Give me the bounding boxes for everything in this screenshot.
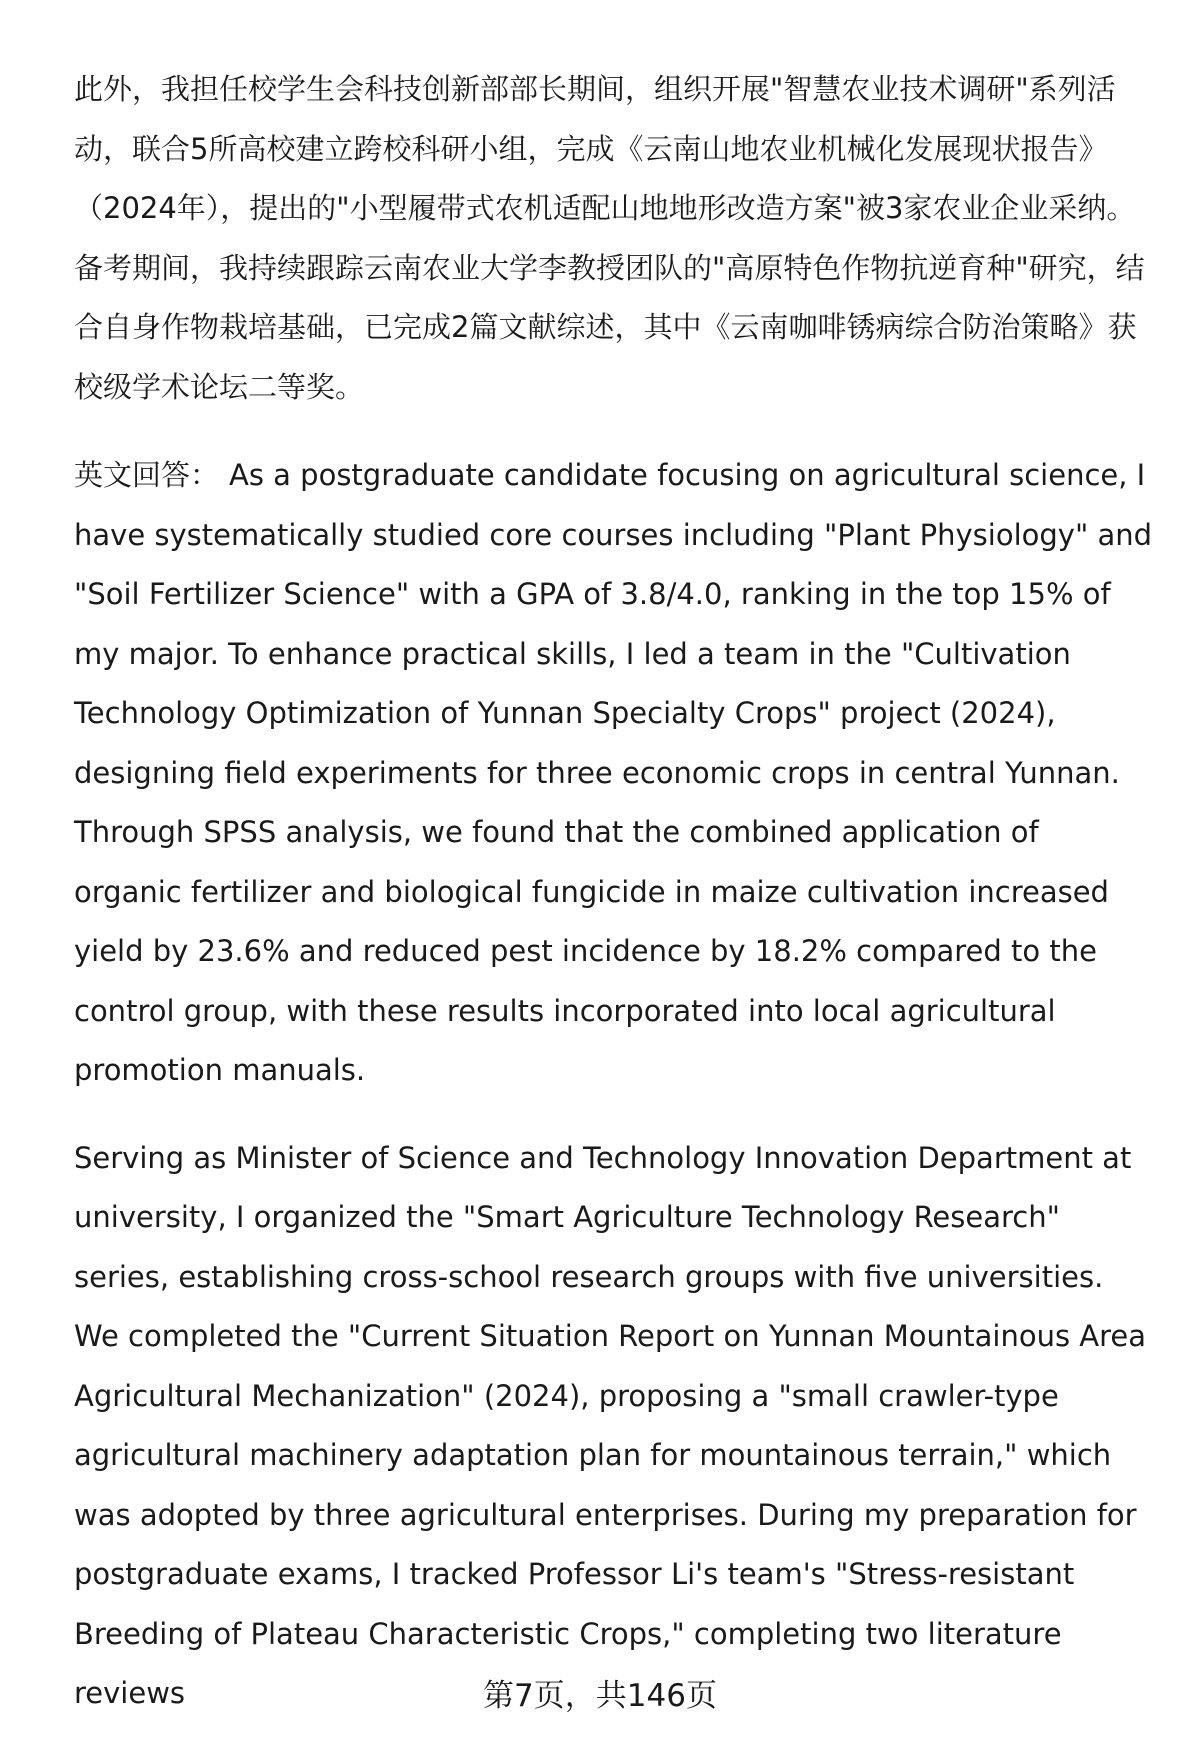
- paragraph-english-2: Serving as Minister of Science and Technology Innovation Department at university, I organized the "Smart Agriculture Technology Research" series, establishing cross-school research groups with five universities. We completed the "Current Situation Report on Yunnan Mountainous Area Agricultural Mechanization" (2024), proposing a "small crawler-type agricultural machinery adaptation plan for mountainous terrain," which was adopted by three agricultural enterprises. During my preparation for postgraduate exams, I tracked Professor Li's team's "Stress-resistant Breeding of Plateau Characteristic Crops," completing two literature reviews: [74, 1140, 1147, 1710]
- paragraph-chinese: 此外，我担任校学生会科技创新部部长期间，组织开展"智慧农业技术调研"系列活动，联合5所高校建立跨校科研小组，完成《云南山地农业机械化发展现状报告》（2024年），提出的"小型履带式农机适配山地地形改造方案"被3家农业企业采纳。备考期间，我持续跟踪云南农业大学李教授团队的"高原特色作物抗逆育种"研究，结合自身作物栽培基础，已完成2篇文献综述，其中《云南咖啡锈病综合防治策略》获校级学术论坛二等奖。: [74, 72, 1145, 404]
- english-answer-label: 英文回答：: [74, 458, 220, 492]
- paragraph-english-1-text: As a postgraduate candidate focusing on agricultural science, I have systematically studied core courses including "Plant Physiology" and "Soil Fertilizer Science" with a GPA of 3.8/4.0, ranking in the top 15% of my major. To enhance practical skills, I led a team in the "Cultivation Technology Optimization of Yunnan Specialty Crops" project (2024), designing field experiments for three economic crops in central Yunnan. Through SPSS analysis, we found that the combined application of organic fertilizer and biological fungicide in maize cultivation increased yield by 23.6% and reduced pest incidence by 18.2% compared to the control group, with these results incorporated into local agricultural promotion manuals.: [74, 458, 1153, 1087]
- page-number-footer: 第7页，共146页: [483, 1678, 717, 1714]
- document-body: [74, 60, 1154, 1724]
- paragraph-english-1: [74, 446, 1154, 1101]
